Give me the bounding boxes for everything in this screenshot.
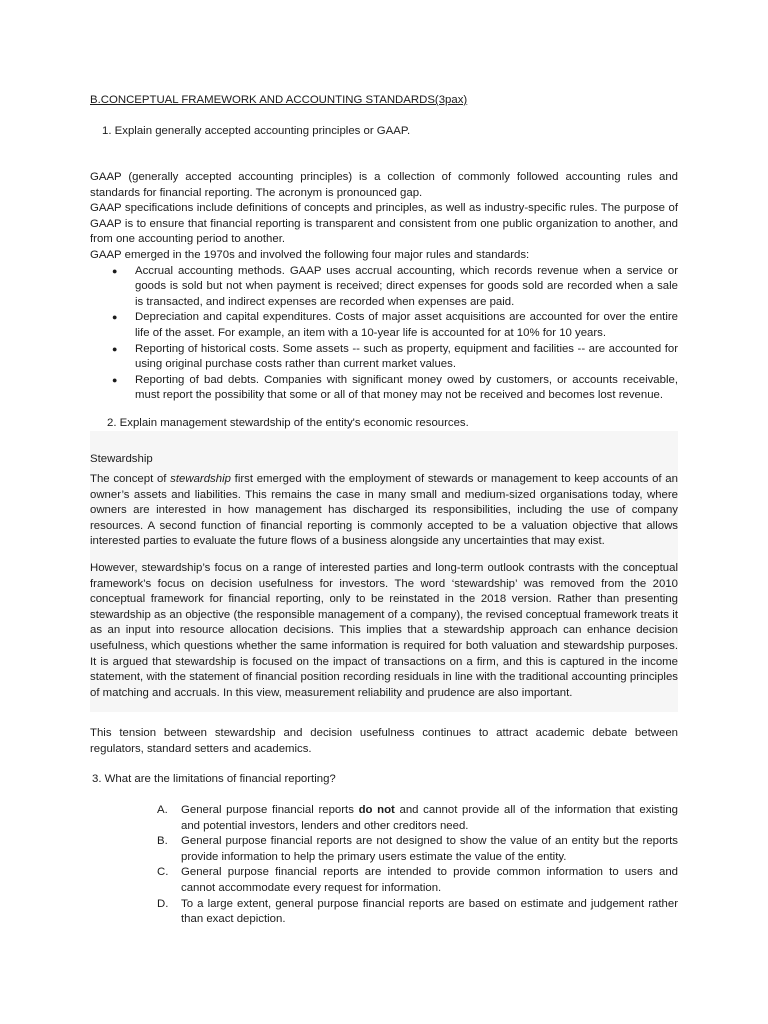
list-item: ● Accrual accounting methods. GAAP uses accrual accounting, which records revenue when a service or goods is sold but not when payment is received; direct expenses for goods sold are recorded when a sale is transacted, and indirect expenses are recorded when expenses are paid.	[112, 264, 678, 308]
list-item: ● Reporting of bad debts. Companies with significant money owed by customers, or accounts receivable, must report the possibility that some or all of that money may not be received and becomes lost revenue.	[112, 373, 678, 402]
question-1: 1. Explain generally accepted accounting principles or GAAP.	[102, 125, 411, 137]
gaap-section	[90, 170, 678, 404]
bullet-icon: ●	[112, 374, 118, 385]
gaap-paragraph-2: GAAP specifications include definitions of concepts and principles, as well as industry-specific rules. The purpose of GAAP is to ensure that financial reporting is transparent and consistent from one public organization to another, and from one accounting period to another.	[90, 202, 678, 246]
list-item: A. General purpose financial reports do not and cannot provide all of the information that existing and potential investors, lenders and other creditors need.	[157, 804, 678, 832]
list-item: C. General purpose financial reports are intended to provide common information to users and cannot accommodate every request for information.	[157, 866, 678, 894]
stewardship-paragraph-2: However, stewardship’s focus on a range of interested parties and long-term outlook contrasts with the conceptual framework’s focus on decision usefulness for investors. The word ‘stewardship’ was removed from the 2010 conceptual framework for financial reporting, only to be reinstated in the 2018 version. Rather than presenting stewardship as an objective (the responsible management of a company), the revised conceptual framework treats it as an input into resource allocation decisions. This implies that a stewardship approach can enhance decision usefulness, which questions whether the same information is required for both valuation and stewardship purposes. It is argued that stewardship is focused on the impact of transactions on a firm, and this is captured in the income statement, with the statement of financial position recording residuals in line with the traditional accounting principles of matching and accruals. In this view, measurement reliability and prudence are also important.	[90, 562, 678, 699]
gaap-rules-list	[90, 264, 678, 404]
list-item: B. General purpose financial reports are not designed to show the value of an entity but the reports provide information to help the primary users estimate the value of the entity.	[157, 835, 678, 863]
gaap-paragraph-1: GAAP (generally accepted accounting principles) is a collection of commonly followed accounting rules and standards for financial reporting. The acronym is pronounced gap.	[90, 171, 678, 199]
limitations-list	[90, 803, 678, 928]
bullet-icon: ●	[112, 312, 118, 323]
list-item: ● Depreciation and capital expenditures. Costs of major asset acquisitions are accounted for over the entire life of the asset. For example, an item with a 10-year life is accounted for at 10% for 10 years.	[112, 311, 678, 339]
limitations-section	[90, 803, 678, 928]
question-3: 3. What are the limitations of financial reporting?	[92, 773, 336, 785]
tension-paragraph: This tension between stewardship and decision usefulness continues to attract academic debate between regulators, standard setters and academics.	[90, 727, 678, 755]
stewardship-heading: Stewardship	[90, 453, 153, 465]
question-2: 2. Explain management stewardship of the entity's economic resources.	[107, 417, 469, 429]
gaap-paragraph-3: GAAP emerged in the 1970s and involved the following four major rules and standards:	[90, 248, 530, 261]
list-item: ● Reporting of historical costs. Some assets -- such as property, equipment and facilities -- are accounted for using original purchase costs rather than current market values.	[112, 342, 678, 371]
bullet-icon: ●	[112, 343, 118, 354]
bullet-icon: ●	[112, 265, 118, 276]
emphasis-term: stewardship	[170, 473, 231, 485]
list-item: D. To a large extent, general purpose financial reports are based on estimate and judgement rather than exact depiction.	[157, 897, 678, 926]
section-title: B.CONCEPTUAL FRAMEWORK AND ACCOUNTING STANDARDS(3pax)	[90, 94, 468, 106]
stewardship-paragraph-1: The concept of stewardship first emerged with the employment of stewards or management to keep accounts of an owner’s assets and liabilities. This remains the case in many small and medium-sized organisations today, where owners are interested in how management has discharged its responsibilities, including the use of company resources. A second function of financial reporting is commonly accepted to be a valuation objective that allows interested parties to evaluate the future flows of a business alongside any uncertainties that may exist.	[90, 473, 678, 548]
